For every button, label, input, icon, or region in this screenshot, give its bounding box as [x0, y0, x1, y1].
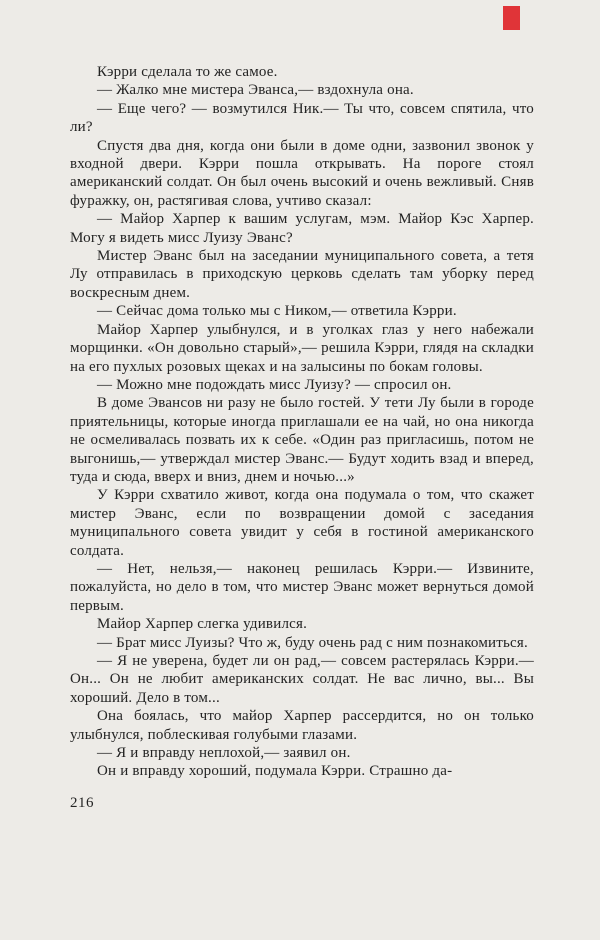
paragraph: — Я и вправду неплохой,— заявил он.	[97, 745, 351, 762]
paragraph: — Я не уверена, будет ли он рад,— совсем растерялась Кэрри.— Он... Он не любит американских солдат. Не вас лично, вы... Вы хороший. Дело в том...	[70, 653, 534, 706]
paragraph: — Можно мне подождать мисс Луизу? — спросил он.	[97, 376, 452, 393]
red-corner-mark-icon	[503, 6, 520, 30]
paragraph: Спустя два дня, когда они были в доме одни, зазвонил звонок у входной двери. Кэрри пошла открывать. На пороге стоял американский солдат. Он был очень высокий и очень вежливый. Сняв фуражку, он, растягивая слова, учтиво сказал:	[70, 137, 534, 209]
page-text	[70, 63, 534, 781]
paragraph: — Нет, нельзя,— наконец решилась Кэрри.— Извините, пожалуйста, но дело в том, что мистер Эванс может вернуться домой первым.	[70, 560, 534, 614]
paragraph: Мистер Эванс был на заседании муниципального совета, а тетя Лу отправилась в приходскую церковь сделать там уборку перед воскресным днем.	[70, 248, 534, 301]
paragraph: — Жалко мне мистера Эванса,— вздохнула она.	[97, 82, 414, 99]
paragraph: — Еще чего? — возмутился Ник.— Ты что, совсем спятила, что ли?	[70, 100, 534, 136]
paragraph: У Кэрри схватило живот, когда она подумала о том, что скажет мистер Эванс, если по возвращении домой с заседания муниципального совета увидит у себя в гостиной американского солдата.	[70, 487, 534, 559]
page-number: 216	[70, 794, 94, 811]
paragraph: Майор Харпер улыбнулся, и в уголках глаз у него набежали морщинки. «Он довольно старый»,— решила Кэрри, глядя на складки на его пухлых розовых щеках и на залысины по бокам головы.	[70, 321, 534, 375]
paragraph: — Брат мисс Луизы? Что ж, буду очень рад с ним познакомиться.	[97, 634, 528, 651]
paragraph: Майор Харпер слегка удивился.	[97, 616, 308, 633]
paragraph: Он и вправду хороший, подумала Кэрри. Страшно да-	[97, 763, 453, 780]
paragraph: — Сейчас дома только мы с Ником,— ответила Кэрри.	[97, 303, 457, 320]
paragraph: В доме Эвансов ни разу не было гостей. У тети Лу были в городе приятельницы, которые иногда приглашали ее на чай, но она никогда не осмеливалась позвать их к себе. «Один раз пригласишь, потом не выгонишь,— утверждал мистер Эванс.— Будут ходить взад и вперед, туда и сюда, вверх и вниз, днем и ночью...»	[70, 395, 534, 485]
paragraph: — Майор Харпер к вашим услугам, мэм. Майор Кэс Харпер. Могу я видеть мисс Луизу Эванс?	[70, 211, 534, 246]
paragraph: Кэрри сделала то же самое.	[97, 64, 278, 80]
paragraph: Она боялась, что майор Харпер рассердится, но он только улыбнулся, поблескивая голубыми глазами.	[70, 708, 534, 743]
